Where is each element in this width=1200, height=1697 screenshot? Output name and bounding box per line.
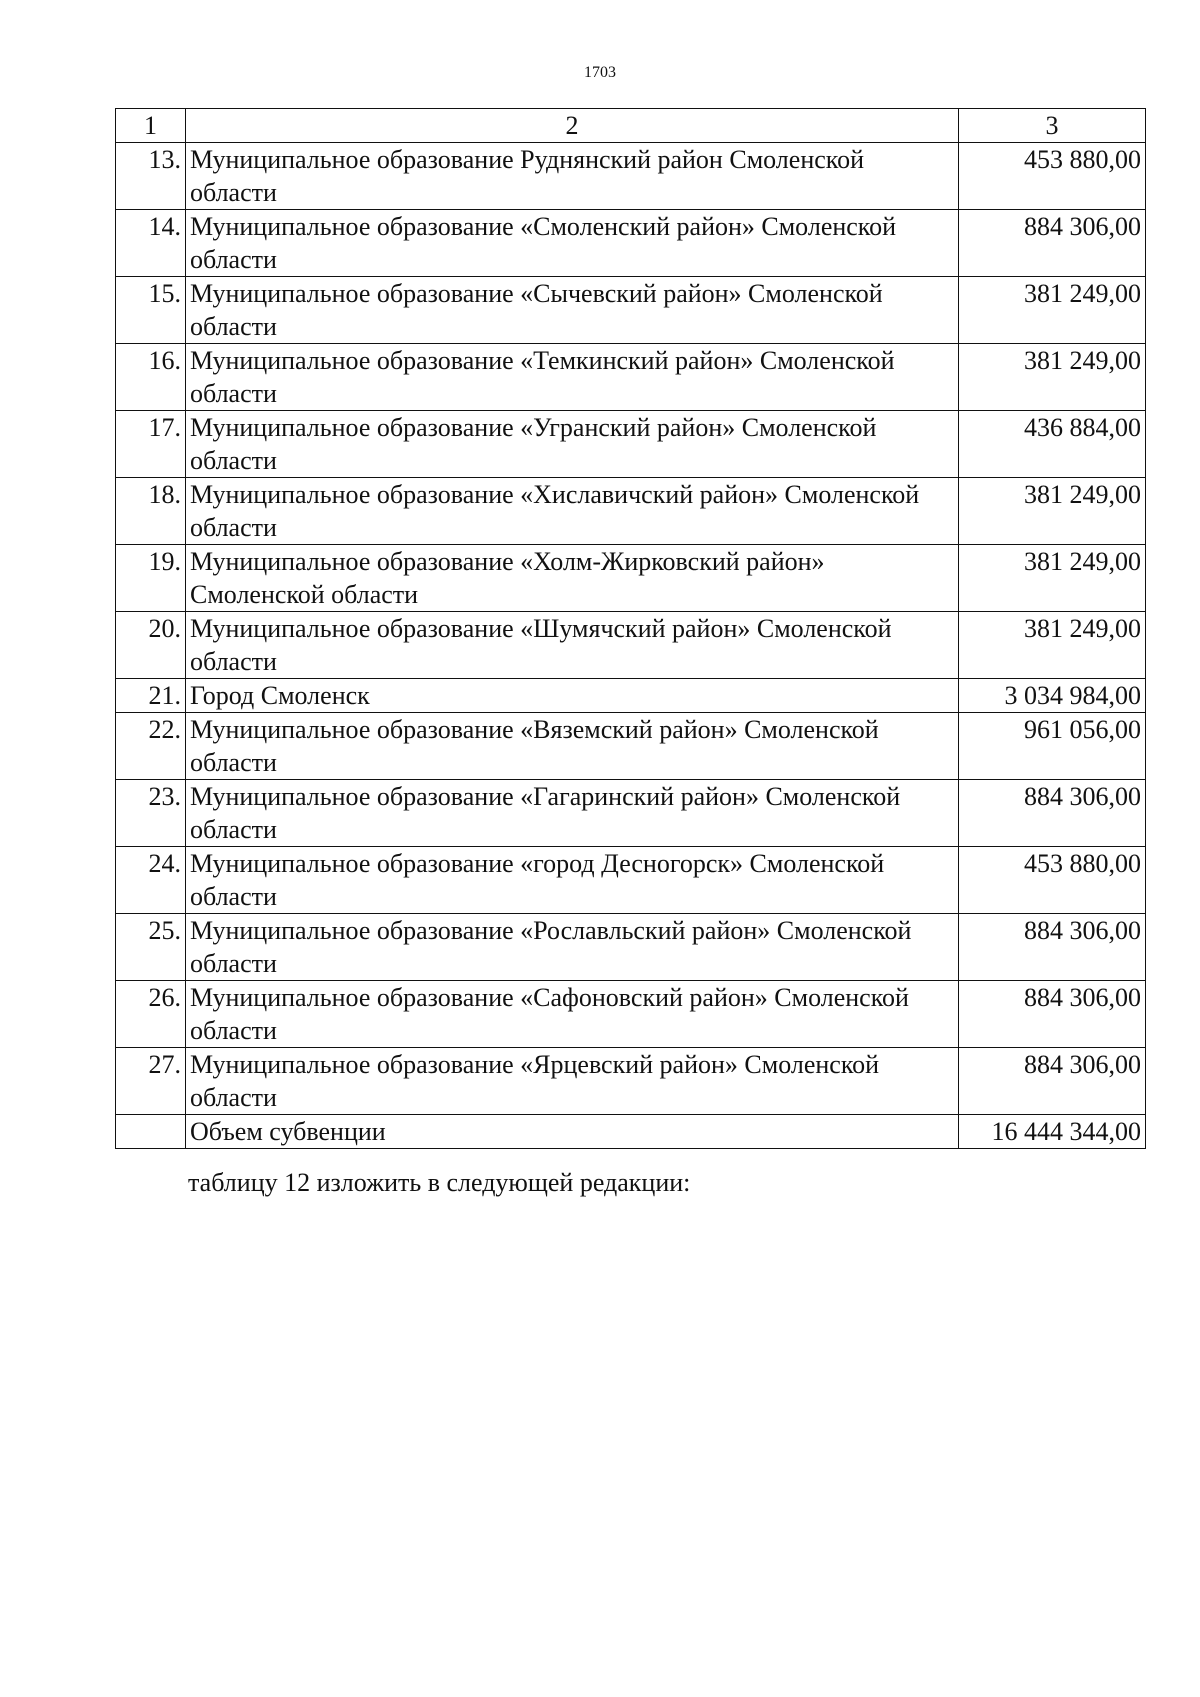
row-number: 24. xyxy=(116,847,186,914)
row-amount: 884 306,00 xyxy=(959,780,1146,847)
row-amount: 3 034 984,00 xyxy=(959,679,1146,713)
row-name: Муниципальное образование «Угранский район» Смоленской области xyxy=(186,411,959,478)
table-row xyxy=(116,713,1146,780)
row-name: Муниципальное образование «Ярцевский район» Смоленской области xyxy=(186,1048,959,1115)
row-amount: 961 056,00 xyxy=(959,713,1146,780)
row-amount: 16 444 344,00 xyxy=(959,1115,1146,1149)
row-number: 27. xyxy=(116,1048,186,1115)
row-number: 14. xyxy=(116,210,186,277)
row-amount: 884 306,00 xyxy=(959,981,1146,1048)
row-name: Муниципальное образование Руднянский район Смоленской области xyxy=(186,143,959,210)
row-amount: 884 306,00 xyxy=(959,210,1146,277)
row-name: Муниципальное образование «Шумячский район» Смоленской области xyxy=(186,612,959,679)
row-amount: 381 249,00 xyxy=(959,612,1146,679)
table-row xyxy=(116,545,1146,612)
row-number: 16. xyxy=(116,344,186,411)
subvention-table xyxy=(115,108,1146,1149)
row-number: 25. xyxy=(116,914,186,981)
row-number: 26. xyxy=(116,981,186,1048)
row-number: 23. xyxy=(116,780,186,847)
row-number: 22. xyxy=(116,713,186,780)
row-amount: 884 306,00 xyxy=(959,914,1146,981)
table-total-row xyxy=(116,1115,1146,1149)
row-name: Муниципальное образование «Сафоновский район» Смоленской области xyxy=(186,981,959,1048)
table-row xyxy=(116,679,1146,713)
table-row xyxy=(116,411,1146,478)
trailing-text: таблицу 12 изложить в следующей редакции: xyxy=(188,1168,691,1197)
row-number: 20. xyxy=(116,612,186,679)
row-amount: 453 880,00 xyxy=(959,143,1146,210)
row-amount: 381 249,00 xyxy=(959,344,1146,411)
table-row xyxy=(116,210,1146,277)
row-name: Муниципальное образование «Темкинский район» Смоленской области xyxy=(186,344,959,411)
row-number: 15. xyxy=(116,277,186,344)
row-amount: 381 249,00 xyxy=(959,545,1146,612)
page-number: 1703 xyxy=(584,64,616,81)
row-number: 21. xyxy=(116,679,186,713)
row-number xyxy=(116,1115,186,1149)
row-amount: 381 249,00 xyxy=(959,478,1146,545)
row-number: 17. xyxy=(116,411,186,478)
row-name: Муниципальное образование «Рославльский район» Смоленской области xyxy=(186,914,959,981)
row-amount: 381 249,00 xyxy=(959,277,1146,344)
header-col-1: 1 xyxy=(116,109,186,143)
row-name: Муниципальное образование «город Десногорск» Смоленской области xyxy=(186,847,959,914)
row-name: Муниципальное образование «Хиславичский район» Смоленской области xyxy=(186,478,959,545)
row-name: Муниципальное образование «Холм-Жирковский район» Смоленской области xyxy=(186,545,959,612)
table-header-row xyxy=(116,109,1146,143)
table-row xyxy=(116,344,1146,411)
table-row xyxy=(116,847,1146,914)
row-name: Муниципальное образование «Смоленский район» Смоленской области xyxy=(186,210,959,277)
table-row xyxy=(116,277,1146,344)
table-row xyxy=(116,981,1146,1048)
table-row xyxy=(116,914,1146,981)
row-name: Город Смоленск xyxy=(186,679,959,713)
row-number: 19. xyxy=(116,545,186,612)
row-name: Муниципальное образование «Сычевский район» Смоленской области xyxy=(186,277,959,344)
row-amount: 884 306,00 xyxy=(959,1048,1146,1115)
row-name: Муниципальное образование «Вяземский район» Смоленской области xyxy=(186,713,959,780)
row-number: 18. xyxy=(116,478,186,545)
row-amount: 453 880,00 xyxy=(959,847,1146,914)
row-amount: 436 884,00 xyxy=(959,411,1146,478)
row-number: 13. xyxy=(116,143,186,210)
header-col-3: 3 xyxy=(959,109,1146,143)
table-row xyxy=(116,612,1146,679)
table-row xyxy=(116,478,1146,545)
table-row xyxy=(116,780,1146,847)
table-row xyxy=(116,1048,1146,1115)
row-name: Муниципальное образование «Гагаринский район» Смоленской области xyxy=(186,780,959,847)
table-row xyxy=(116,143,1146,210)
row-name: Объем субвенции xyxy=(186,1115,959,1149)
header-col-2: 2 xyxy=(186,109,959,143)
